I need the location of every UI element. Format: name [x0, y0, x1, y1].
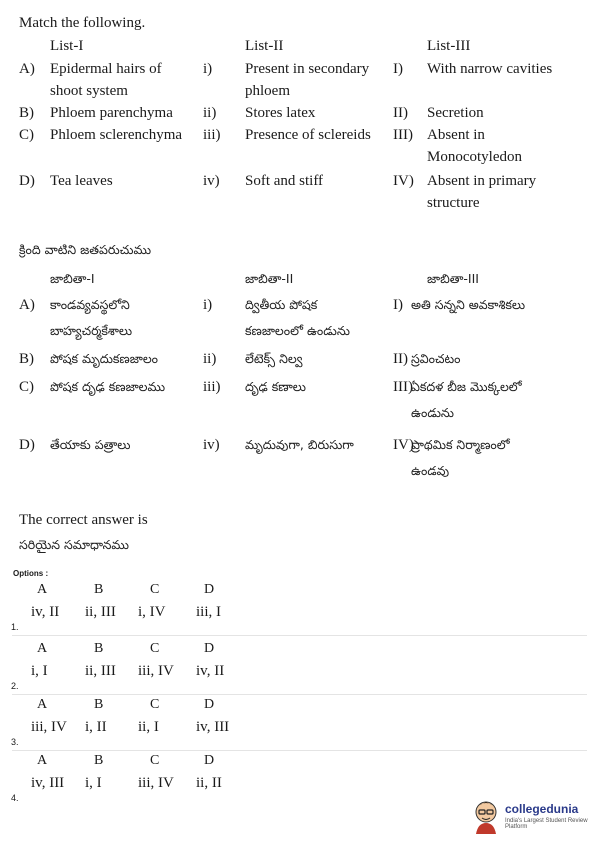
- telugu-list1-item: బాహ్యచర్మకేశాలు: [50, 323, 133, 338]
- option-number[interactable]: 4.: [11, 793, 19, 803]
- option-column-header: B: [94, 753, 104, 768]
- telugu-list1-header: జాబితా-I: [50, 271, 95, 286]
- list3-item: With narrow cavities: [427, 61, 553, 77]
- option-match-value: i, II: [85, 719, 107, 735]
- telugu-list3-item: అతి సన్నని అవకాశికలు: [411, 297, 526, 312]
- telugu-list2-item: లేటెక్స్ నిల్వ: [245, 351, 303, 366]
- row-letter: A): [19, 61, 35, 77]
- option-match-value: ii, III: [85, 663, 116, 679]
- option-number[interactable]: 1.: [11, 622, 19, 632]
- option-match-value: i, I: [85, 775, 102, 791]
- telugu-row-letter: C): [19, 379, 34, 395]
- telugu-list2-item: ద్వితీయ పోషక: [245, 297, 318, 312]
- telugu-row-letter: A): [19, 297, 35, 313]
- telugu-list1-item: పోషక మృదుకణజాలం: [50, 351, 159, 366]
- list1-item: Phloem parenchyma: [50, 105, 173, 121]
- telugu-roman-lower: ii): [203, 351, 217, 367]
- telugu-list2-item: కణజాలంలో ఉండును: [245, 323, 350, 338]
- telugu-list3-item: ఉండును: [411, 405, 454, 420]
- brand-tagline: India's Largest Student Review Platform: [505, 818, 588, 830]
- list2-item: Soft and stiff: [245, 173, 324, 189]
- telugu-row-letter: B): [19, 351, 34, 367]
- options-label: Options :: [13, 569, 49, 578]
- option-number[interactable]: 3.: [11, 737, 19, 747]
- list3-item: Monocotyledon: [427, 149, 522, 165]
- telugu-list2-header: జాబితా-II: [245, 271, 294, 286]
- option-column-header: C: [150, 753, 160, 768]
- option-match-value: iv, II: [31, 604, 60, 620]
- list1-item: shoot system: [50, 83, 128, 99]
- row-roman-upper: II): [393, 105, 408, 121]
- student-mascot-icon: [470, 798, 502, 834]
- telugu-roman-lower: iii): [203, 379, 221, 395]
- option-match-value: iv, II: [196, 663, 225, 679]
- telugu-list1-item: కాండవ్యవస్థలోని: [50, 297, 130, 312]
- option-column-header: A: [37, 697, 48, 712]
- list3-item: Absent in primary: [427, 173, 537, 189]
- telugu-roman-upper: I): [393, 297, 403, 313]
- telugu-list3-item: ఉండవు: [411, 463, 450, 478]
- telugu-roman-upper: IV): [393, 437, 414, 453]
- option-match-value: ii, II: [196, 775, 222, 791]
- option-column-header: C: [150, 582, 160, 597]
- option-match-value: i, I: [31, 663, 48, 679]
- telugu-list3-item: ప్రాథమిక నిర్మాణంలో: [411, 437, 510, 452]
- option-match-value: iii, IV: [138, 775, 174, 791]
- row-roman-upper: IV): [393, 173, 414, 189]
- row-letter: D): [19, 173, 35, 189]
- telugu-roman-lower: iv): [203, 437, 220, 453]
- option-column-header: D: [204, 753, 215, 768]
- answer-prompt: The correct answer is: [19, 512, 148, 528]
- list3-item: Secretion: [427, 105, 484, 121]
- option-match-value: iii, IV: [31, 719, 67, 735]
- option-match-value: iv, III: [196, 719, 230, 735]
- option-divider: [12, 694, 587, 695]
- option-column-header: D: [204, 582, 215, 597]
- option-match-value: i, IV: [138, 604, 166, 620]
- option-match-value: ii, I: [138, 719, 159, 735]
- row-roman-lower: iii): [203, 127, 221, 143]
- option-divider: [12, 635, 587, 636]
- telugu-list3-item: ఏకదళ బీజ మొక్కలలో: [411, 379, 522, 394]
- row-letter: B): [19, 105, 34, 121]
- row-roman-upper: III): [393, 127, 413, 143]
- list1-item: Epidermal hairs of: [50, 61, 162, 77]
- option-match-value: ii, III: [85, 604, 116, 620]
- option-column-header: B: [94, 697, 104, 712]
- row-roman-lower: ii): [203, 105, 217, 121]
- row-roman-lower: i): [203, 61, 213, 77]
- list2-item: Stores latex: [245, 105, 316, 121]
- answer-prompt-telugu: సరియైన సమాధానము: [19, 537, 129, 552]
- telugu-list3-item: స్రవించటం: [411, 351, 461, 366]
- list2-item: phloem: [245, 83, 290, 99]
- option-match-value: iii, I: [196, 604, 221, 620]
- telugu-list3-header: జాబితా-III: [427, 271, 479, 286]
- telugu-roman-upper: III): [393, 379, 413, 395]
- telugu-roman-lower: i): [203, 297, 213, 313]
- option-column-header: C: [150, 697, 160, 712]
- telugu-list1-item: పోషక దృఢ కణజాలము: [50, 379, 166, 394]
- list3-item: structure: [427, 195, 480, 211]
- option-number[interactable]: 2.: [11, 681, 19, 691]
- list2-item: Present in secondary: [245, 61, 370, 77]
- option-column-header: B: [94, 582, 104, 597]
- list2-header: List-II: [245, 38, 284, 54]
- row-letter: C): [19, 127, 34, 143]
- collegedunia-logo: [470, 798, 588, 834]
- option-match-value: iv, III: [31, 775, 65, 791]
- list1-header: List-I: [50, 38, 84, 54]
- telugu-list1-item: తేయాకు పత్రాలు: [50, 437, 131, 452]
- option-match-value: iii, IV: [138, 663, 174, 679]
- telugu-list2-item: దృఢ కణాలు: [245, 379, 306, 394]
- telugu-roman-upper: II): [393, 351, 408, 367]
- telugu-title: క్రింది వాటిని జతపరుచుము: [19, 242, 152, 257]
- telugu-row-letter: D): [19, 437, 35, 453]
- list1-item: Tea leaves: [50, 173, 113, 189]
- option-column-header: D: [204, 641, 215, 656]
- question-title: Match the following.: [19, 15, 146, 31]
- option-divider: [12, 750, 587, 751]
- list2-item: Presence of sclereids: [245, 127, 371, 143]
- option-column-header: B: [94, 641, 104, 656]
- option-column-header: A: [37, 641, 48, 656]
- option-column-header: D: [204, 697, 215, 712]
- option-column-header: A: [37, 753, 48, 768]
- list3-header: List-III: [427, 38, 471, 54]
- option-column-header: C: [150, 641, 160, 656]
- brand-name: collegedunia: [505, 802, 579, 816]
- option-column-header: A: [37, 582, 48, 597]
- telugu-list2-item: మృదువుగా, బిరుసుగా: [245, 437, 354, 452]
- list3-item: Absent in: [427, 127, 485, 143]
- list1-item: Phloem sclerenchyma: [50, 127, 183, 143]
- row-roman-upper: I): [393, 61, 403, 77]
- row-roman-lower: iv): [203, 173, 220, 189]
